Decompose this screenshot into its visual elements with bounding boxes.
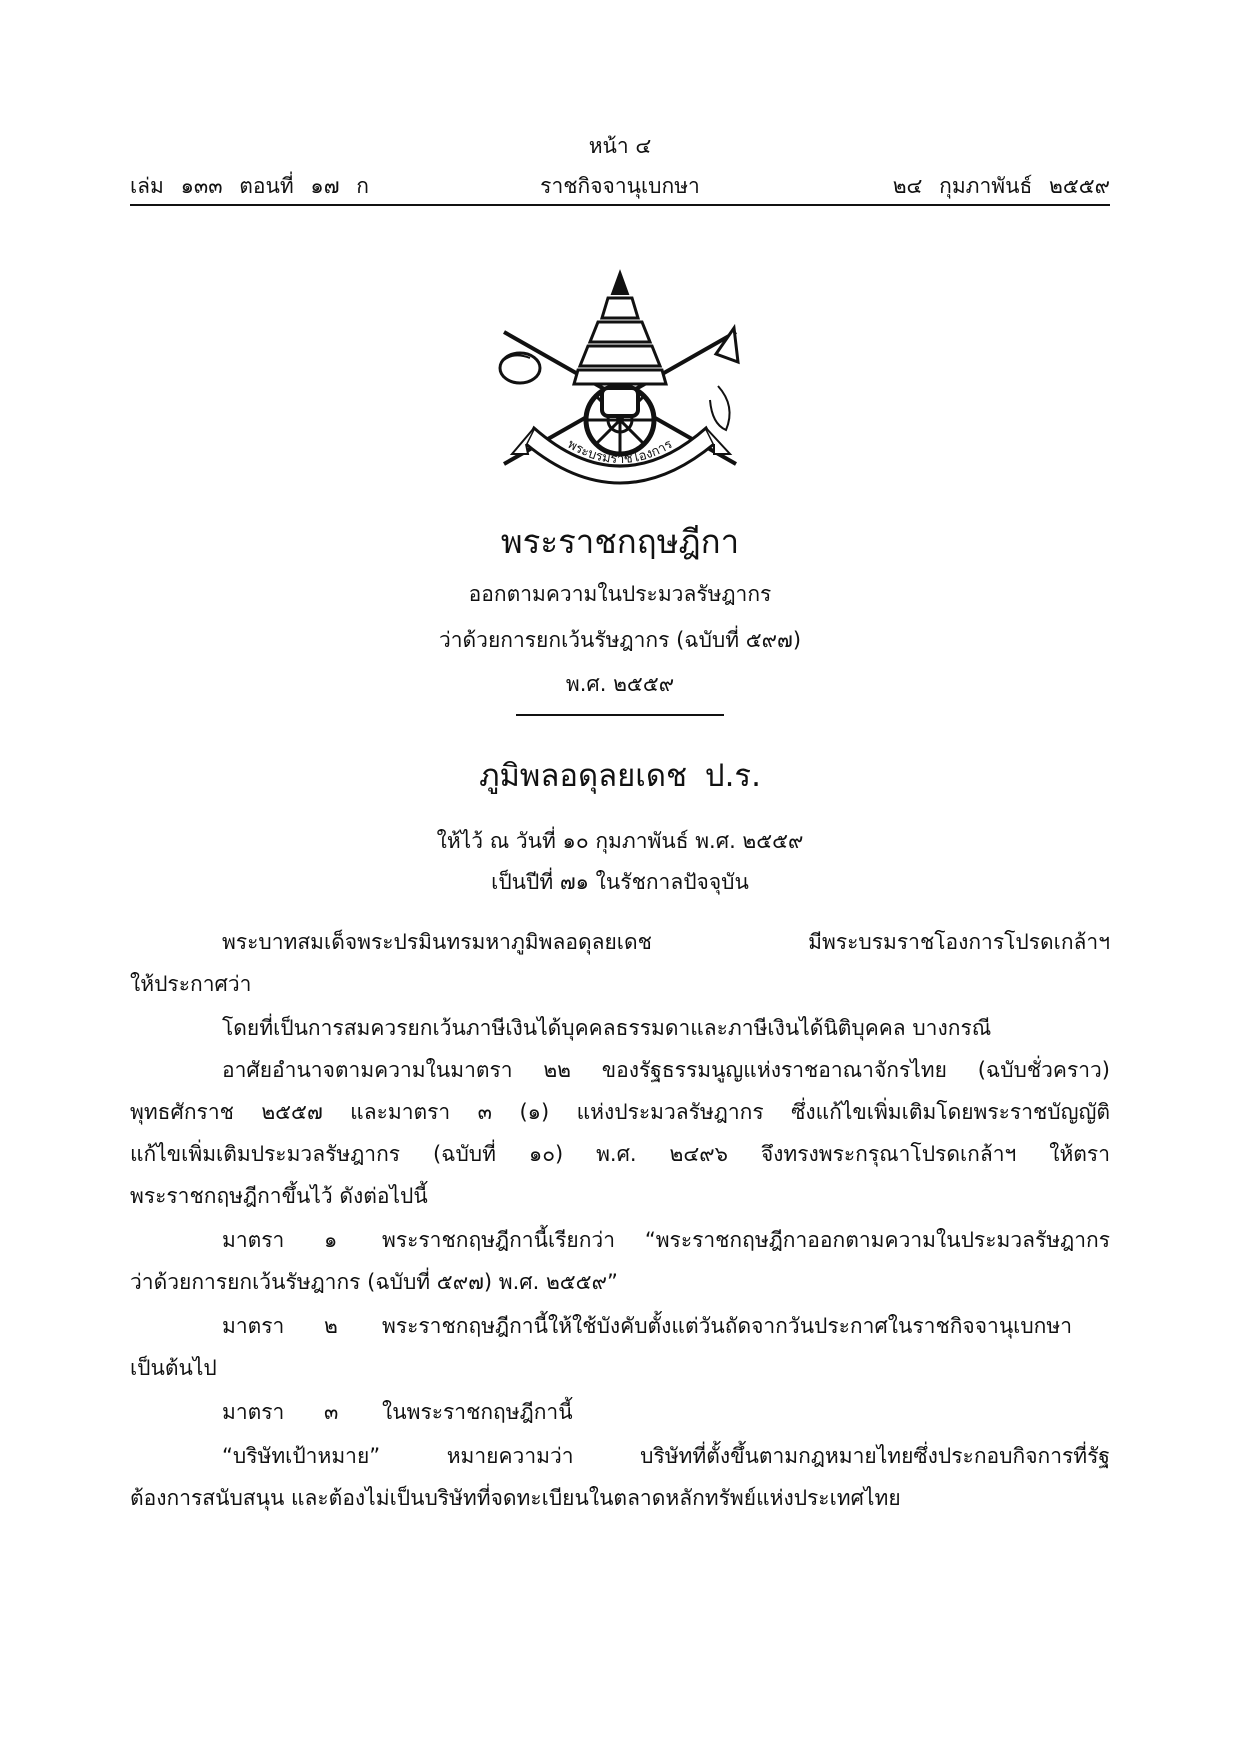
proclamation-line-1: พระบาทสมเด็จพระปรมินทรมหาภูมิพลอดุลยเดช มีพระบรมราชโองการโปรดเกล้าฯ <box>222 930 1110 954</box>
reign-year: เป็นปีที่ ๗๑ ในรัชกาลปัจจุบัน <box>491 870 749 894</box>
gazette-header <box>130 170 1110 200</box>
section-2-line-1: พระราชกฤษฎีกานี้ให้ใช้บังคับตั้งแต่วันถัดจากวันประกาศในราชกิจจานุเบกษา <box>382 1314 1073 1338</box>
section-3-number: ๓ <box>324 1400 339 1424</box>
section-1-label: มาตรา <box>222 1228 285 1252</box>
given-date: ให้ไว้ ณ วันที่ ๑๐ กุมภาพันธ์ พ.ศ. ๒๕๕๙ <box>436 829 804 853</box>
section-1-number: ๑ <box>324 1228 338 1252</box>
royal-emblem-icon <box>494 268 746 508</box>
section-1-line-1: พระราชกฤษฎีกานี้เรียกว่า “พระราชกฤษฎีกาออกตามความในประมวลรัษฎากร <box>382 1228 1110 1252</box>
publication-date: ๒๔ กุมภาพันธ์ ๒๕๕๙ <box>892 174 1110 198</box>
royal-signature: ภูมิพลอดุลยเดช ป.ร. <box>479 758 761 794</box>
definition-line-2: ต้องการสนับสนุน และต้องไม่เป็นบริษัทที่จดทะเบียนในตลาดหลักทรัพย์แห่งประเทศไทย <box>130 1486 901 1510</box>
title-line-2: ว่าด้วยการยกเว้นรัษฎากร (ฉบับที่ ๕๙๗) <box>438 628 802 652</box>
whereas-clause: โดยที่เป็นการสมควรยกเว้นภาษีเงินได้บุคคลธรรมดาและภาษีเงินได้นิติบุคคล บางกรณี <box>222 1016 992 1040</box>
section-3-line-1: ในพระราชกฤษฎีกานี้ <box>382 1400 573 1424</box>
title-divider <box>516 714 724 716</box>
section-1-line-2: ว่าด้วยการยกเว้นรัษฎากร (ฉบับที่ ๕๙๗) พ.ศ. ๒๕๕๙” <box>130 1270 618 1294</box>
section-3-label: มาตรา <box>222 1400 285 1424</box>
section-2-number: ๒ <box>324 1314 338 1338</box>
title-year: พ.ศ. ๒๕๕๙ <box>565 672 675 696</box>
page-number: หน้า ๔ <box>588 134 652 158</box>
document-type-title: พระราชกฤษฎีกา <box>500 522 740 561</box>
authority-line-1: อาศัยอำนาจตามความในมาตรา ๒๒ ของรัฐธรรมนูญแห่งราชอาณาจักรไทย (ฉบับชั่วคราว) <box>222 1058 1110 1082</box>
volume-issue: เล่ม ๑๓๓ ตอนที่ ๑๗ ก <box>130 174 369 198</box>
title-line-1: ออกตามความในประมวลรัษฎากร <box>468 582 772 606</box>
publication-name: ราชกิจจานุเบกษา <box>540 174 700 198</box>
definition-line-1: “บริษัทเป้าหมาย” หมายความว่า บริษัทที่ตั้งขึ้นตามกฎหมายไทยซึ่งประกอบกิจการที่รัฐ <box>222 1444 1110 1468</box>
section-2-line-2: เป็นต้นไป <box>130 1356 217 1380</box>
section-2-label: มาตรา <box>222 1314 285 1338</box>
authority-line-2: พุทธศักราช ๒๕๕๗ และมาตรา ๓ (๑) แห่งประมวลรัษฎากร ซึ่งแก้ไขเพิ่มเติมโดยพระราชบัญญัติ <box>130 1100 1110 1124</box>
emblem-ribbon-text: พระบรมราชโองการ <box>564 437 676 468</box>
proclamation-line-2: ให้ประกาศว่า <box>130 972 252 996</box>
header-divider <box>130 204 1110 206</box>
authority-line-4: พระราชกฤษฎีกาขึ้นไว้ ดังต่อไปนี้ <box>130 1184 428 1208</box>
authority-line-3: แก้ไขเพิ่มเติมประมวลรัษฎากร (ฉบับที่ ๑๐) พ.ศ. ๒๔๙๖ จึงทรงพระกรุณาโปรดเกล้าฯ ให้ตรา <box>130 1142 1110 1166</box>
